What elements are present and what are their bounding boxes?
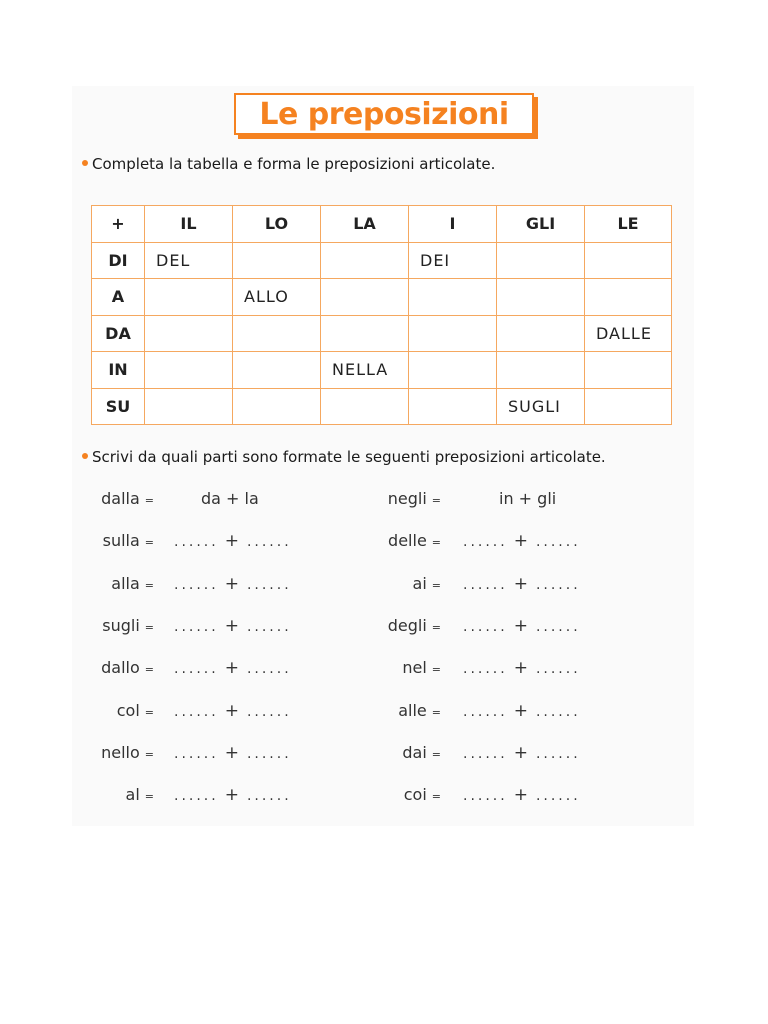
table-cell[interactable]: SUGLI bbox=[497, 388, 585, 425]
blank-dots[interactable]: ...... bbox=[246, 534, 292, 551]
table-cell[interactable]: ALLO bbox=[233, 279, 321, 316]
exercise-row bbox=[0, 489, 768, 511]
plus-sign: + bbox=[224, 531, 239, 552]
equals-sign: = bbox=[144, 620, 154, 634]
answer-blank[interactable] bbox=[463, 531, 581, 551]
equals-sign: = bbox=[431, 578, 441, 592]
equals-sign: = bbox=[431, 494, 441, 507]
blank-dots[interactable]: ...... bbox=[246, 576, 292, 593]
table-cell[interactable] bbox=[497, 279, 585, 316]
preposition-word: coi bbox=[403, 785, 427, 805]
exercise-word bbox=[388, 531, 441, 550]
table-row bbox=[92, 279, 672, 316]
table-cell[interactable] bbox=[497, 352, 585, 389]
blank-dots[interactable]: ...... bbox=[535, 745, 581, 762]
exercise-row bbox=[0, 574, 768, 596]
header-cell: + bbox=[92, 206, 145, 243]
table-cell[interactable] bbox=[321, 388, 409, 425]
preposition-word: dalla bbox=[101, 489, 140, 508]
equals-sign: = bbox=[431, 705, 441, 719]
exercise-row bbox=[0, 701, 768, 723]
blank-dots[interactable]: ...... bbox=[535, 788, 581, 805]
exercise-answer: da + la bbox=[201, 489, 259, 508]
table-cell[interactable] bbox=[145, 352, 233, 389]
blank-dots[interactable]: ...... bbox=[246, 703, 292, 720]
equals-sign: = bbox=[144, 663, 154, 677]
answer-blank[interactable] bbox=[463, 701, 581, 721]
preposition-word: sugli bbox=[102, 615, 140, 635]
preposition-word: delle bbox=[388, 531, 427, 551]
table-cell[interactable] bbox=[585, 388, 672, 425]
plus-sign: + bbox=[513, 658, 528, 679]
prepositions-table bbox=[91, 205, 672, 425]
equals-sign: = bbox=[431, 747, 441, 761]
table-cell[interactable] bbox=[321, 279, 409, 316]
blank-dots[interactable]: ...... bbox=[463, 788, 508, 805]
table-cell[interactable] bbox=[321, 242, 409, 279]
preposition-word: al bbox=[125, 785, 140, 805]
answer-blank[interactable] bbox=[463, 658, 581, 678]
equals-sign: = bbox=[144, 705, 154, 719]
plus-sign: + bbox=[513, 742, 528, 763]
exercise-row bbox=[0, 743, 768, 765]
blank-dots[interactable]: ...... bbox=[463, 534, 508, 551]
exercise-answer: in + gli bbox=[499, 489, 557, 508]
blank-dots[interactable]: ...... bbox=[463, 745, 508, 762]
header-cell: LE bbox=[585, 206, 672, 243]
blank-dots[interactable]: ...... bbox=[246, 661, 292, 678]
answer-blank[interactable] bbox=[463, 743, 581, 763]
bullet-icon bbox=[82, 160, 88, 166]
equals-sign: = bbox=[431, 620, 441, 634]
exercise-word bbox=[388, 616, 441, 635]
table-cell[interactable] bbox=[497, 242, 585, 279]
answer-blank[interactable] bbox=[463, 574, 581, 594]
exercise-word bbox=[398, 701, 441, 720]
instruction-complete-table bbox=[82, 155, 495, 173]
plus-sign: + bbox=[513, 785, 528, 806]
preposition-word: dai bbox=[402, 742, 427, 762]
blank-dots[interactable]: ...... bbox=[463, 576, 508, 593]
plus-sign: + bbox=[513, 700, 528, 721]
table-cell[interactable] bbox=[321, 315, 409, 352]
table-cell[interactable] bbox=[145, 388, 233, 425]
answer-blank[interactable] bbox=[463, 616, 581, 636]
blank-dots[interactable]: ...... bbox=[535, 661, 581, 678]
plus-sign: + bbox=[224, 573, 239, 594]
instruction-text: Completa la tabella e forma le preposizioni articolate. bbox=[92, 155, 496, 173]
table-cell[interactable]: DEL bbox=[145, 242, 233, 279]
preposition-word: negli bbox=[387, 489, 427, 508]
table-cell[interactable]: NELLA bbox=[321, 352, 409, 389]
instruction-decompose bbox=[82, 448, 606, 466]
blank-dots[interactable]: ...... bbox=[246, 788, 292, 805]
table-row bbox=[92, 315, 672, 352]
blank-dots[interactable]: ...... bbox=[174, 576, 219, 593]
table-cell[interactable] bbox=[145, 315, 233, 352]
exercise-word bbox=[404, 785, 441, 804]
header-cell: GLI bbox=[497, 206, 585, 243]
table-row bbox=[92, 352, 672, 389]
blank-dots[interactable]: ...... bbox=[174, 703, 219, 720]
exercise-row bbox=[0, 616, 768, 638]
blank-dots[interactable]: ...... bbox=[535, 534, 581, 551]
exercise-row bbox=[0, 531, 768, 553]
blank-dots[interactable]: ...... bbox=[174, 745, 219, 762]
table-row bbox=[92, 388, 672, 425]
table-cell[interactable] bbox=[409, 279, 497, 316]
preposition-word: nello bbox=[101, 742, 140, 762]
table-header-row bbox=[92, 206, 672, 243]
preposition-word: degli bbox=[387, 615, 427, 635]
plus-sign: + bbox=[224, 700, 239, 721]
exercise-word bbox=[402, 743, 441, 762]
plus-sign: + bbox=[513, 531, 528, 552]
plus-sign: + bbox=[224, 785, 239, 806]
exercise-row bbox=[0, 658, 768, 680]
equals-sign: = bbox=[431, 790, 441, 804]
table-cell[interactable] bbox=[497, 315, 585, 352]
exercise-word bbox=[402, 658, 441, 677]
plus-sign: + bbox=[224, 615, 239, 636]
blank-dots[interactable]: ...... bbox=[174, 788, 219, 805]
equals-sign: = bbox=[144, 536, 154, 550]
preposition-word: alla bbox=[111, 573, 140, 593]
table-cell[interactable] bbox=[409, 352, 497, 389]
preposition-word: ai bbox=[412, 573, 427, 593]
title-box bbox=[234, 93, 534, 135]
blank-dots[interactable]: ...... bbox=[535, 576, 581, 593]
plus-sign: + bbox=[224, 658, 239, 679]
answer-blank[interactable] bbox=[463, 785, 581, 805]
plus-sign: + bbox=[224, 742, 239, 763]
row-label: DI bbox=[92, 242, 145, 279]
table-cell[interactable] bbox=[585, 279, 672, 316]
row-label: IN bbox=[92, 352, 145, 389]
blank-dots[interactable]: ...... bbox=[246, 618, 292, 635]
blank-dots[interactable]: ...... bbox=[463, 661, 508, 678]
blank-dots[interactable]: ...... bbox=[246, 745, 292, 762]
row-label: DA bbox=[92, 315, 145, 352]
table-cell[interactable]: DEI bbox=[409, 242, 497, 279]
table-cell[interactable] bbox=[145, 279, 233, 316]
exercise-word bbox=[388, 489, 441, 508]
instruction-text: Scrivi da quali parti sono formate le seguenti preposizioni articolate. bbox=[92, 448, 606, 466]
table-cell[interactable] bbox=[585, 352, 672, 389]
table-cell[interactable] bbox=[233, 315, 321, 352]
table-cell[interactable] bbox=[233, 352, 321, 389]
equals-sign: = bbox=[431, 663, 441, 677]
preposition-word: col bbox=[116, 700, 140, 720]
plus-sign: + bbox=[513, 573, 528, 594]
preposition-word: dallo bbox=[101, 658, 140, 678]
equals-sign: = bbox=[144, 790, 154, 804]
blank-dots[interactable]: ...... bbox=[463, 618, 508, 635]
table-cell[interactable] bbox=[233, 242, 321, 279]
blank-dots[interactable]: ...... bbox=[535, 618, 581, 635]
blank-dots[interactable]: ...... bbox=[463, 703, 508, 720]
preposition-word: alle bbox=[398, 700, 427, 720]
blank-dots[interactable]: ...... bbox=[174, 661, 219, 678]
header-cell: LA bbox=[321, 206, 409, 243]
plus-sign: + bbox=[513, 615, 528, 636]
equals-sign: = bbox=[144, 494, 154, 507]
page-title: Le preposizioni bbox=[259, 96, 509, 132]
table-cell[interactable] bbox=[409, 388, 497, 425]
table-cell[interactable] bbox=[233, 388, 321, 425]
row-label: SU bbox=[92, 388, 145, 425]
table-row bbox=[92, 242, 672, 279]
blank-dots[interactable]: ...... bbox=[174, 618, 219, 635]
blank-dots[interactable]: ...... bbox=[174, 534, 219, 551]
equals-sign: = bbox=[144, 747, 154, 761]
header-cell: I bbox=[409, 206, 497, 243]
header-cell: LO bbox=[233, 206, 321, 243]
table-cell[interactable] bbox=[409, 315, 497, 352]
preposition-word: nel bbox=[402, 658, 427, 678]
table-cell[interactable]: DALLE bbox=[585, 315, 672, 352]
equals-sign: = bbox=[144, 578, 154, 592]
preposition-word: sulla bbox=[102, 531, 140, 551]
exercise-row bbox=[0, 785, 768, 807]
row-label: A bbox=[92, 279, 145, 316]
bullet-icon bbox=[82, 453, 88, 459]
table-cell[interactable] bbox=[585, 242, 672, 279]
header-cell: IL bbox=[145, 206, 233, 243]
equals-sign: = bbox=[431, 536, 441, 550]
blank-dots[interactable]: ...... bbox=[535, 703, 581, 720]
exercise-word bbox=[413, 574, 441, 593]
